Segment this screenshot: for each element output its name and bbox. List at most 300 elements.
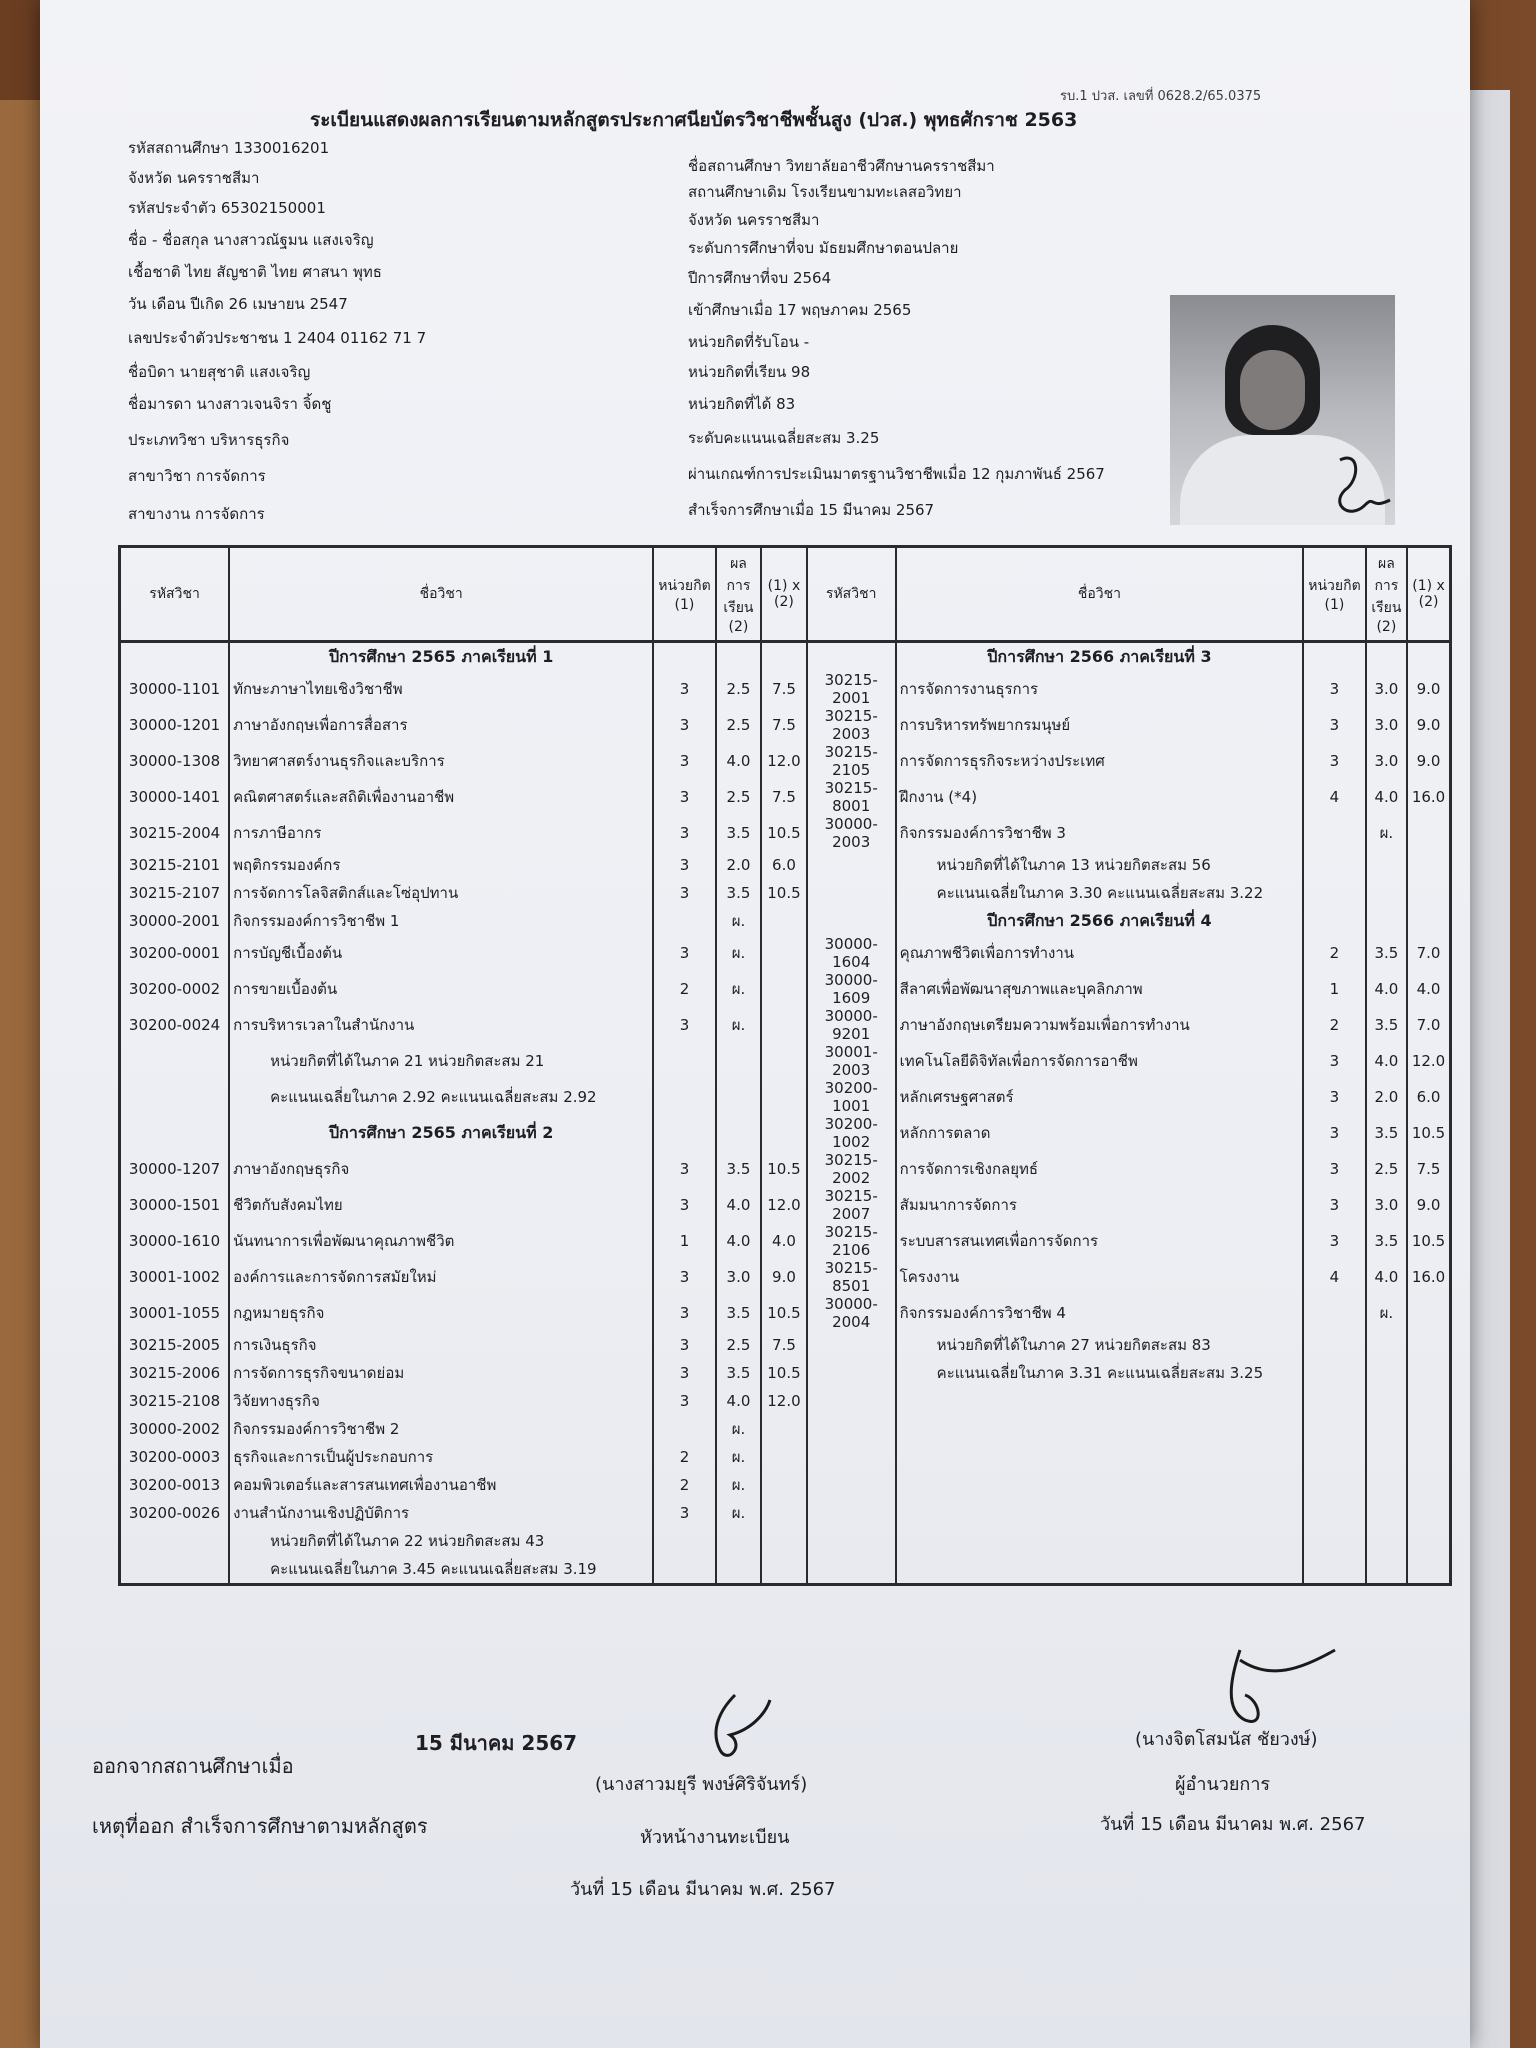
empty-cell [716,1115,762,1151]
director-signature [1210,1640,1340,1740]
info-major: สาขาวิชา การจัดการ [128,467,266,485]
course-credit: 3 [653,879,716,907]
table-row [120,1295,1451,1331]
empty-cell [120,1115,230,1151]
course-name: ภาษาอังกฤษธุรกิจ [229,1151,653,1187]
empty-cell [1303,1499,1366,1527]
empty-cell [1366,1499,1407,1527]
info-earned-credits: หน่วยกิตที่ได้ 83 [688,395,796,413]
empty-cell [896,1527,1304,1555]
header-code-right: รหัสวิชา [807,547,896,642]
course-name: ธุรกิจและการเป็นผู้ประกอบการ [229,1443,653,1471]
course-credit: 2 [653,1471,716,1499]
course-points: 4.0 [1407,971,1450,1007]
course-code: 30200-1002 [807,1115,896,1151]
table-row [120,1043,1451,1079]
course-grade: 3.5 [716,1151,762,1187]
course-points [761,1007,807,1043]
course-code: 30001-2003 [807,1043,896,1079]
course-grade: 2.0 [1366,1079,1407,1115]
empty-cell [1407,851,1450,879]
course-code: 30215-2105 [807,743,896,779]
info-standard-passed-date: ผ่านเกณฑ์การประเมินมาตรฐานวิชาชีพเมื่อ 12 กุมภาพันธ์ 2567 [688,465,1105,483]
course-credit [1303,1295,1366,1331]
course-grade: ผ. [716,1499,762,1527]
course-points: 6.0 [1407,1079,1450,1115]
course-grade: 3.0 [1366,671,1407,707]
empty-cell [807,879,896,907]
empty-cell [896,1443,1304,1471]
course-credit: 3 [1303,1187,1366,1223]
course-credit: 3 [653,815,716,851]
course-name: วิทยาศาสตร์งานธุรกิจและบริการ [229,743,653,779]
empty-cell [1407,1359,1450,1387]
course-code: 30000-1101 [120,671,230,707]
empty-cell [761,1115,807,1151]
course-grade: 3.0 [716,1259,762,1295]
course-points: 10.5 [761,815,807,851]
empty-cell [1303,1527,1366,1555]
empty-cell [653,1527,716,1555]
course-credit: 3 [653,707,716,743]
empty-cell [807,851,896,879]
table-row [120,907,1451,935]
course-grade: ผ. [716,1443,762,1471]
course-grade: 4.0 [1366,971,1407,1007]
info-cumulative-gpa: ระดับคะแนนเฉลี่ยสะสม 3.25 [688,429,880,447]
course-grade: 2.5 [1366,1151,1407,1187]
table-row [120,1499,1451,1527]
table-row [120,1359,1451,1387]
info-birth-date: วัน เดือน ปีเกิด 26 เมษายน 2547 [128,295,348,313]
course-code: 30200-0001 [120,935,230,971]
course-grade: ผ. [1366,1295,1407,1331]
course-points: 7.5 [761,707,807,743]
course-grade: 3.0 [1366,707,1407,743]
leave-reason: เหตุที่ออก สำเร็จการศึกษาตามหลักสูตร [92,1814,428,1838]
course-points: 10.5 [1407,1115,1450,1151]
empty-cell [120,642,230,672]
empty-cell [1407,907,1450,935]
course-grade: 2.5 [716,671,762,707]
header-code-left: รหัสวิชา [120,547,230,642]
empty-cell [1366,642,1407,672]
course-grade: 4.0 [716,1223,762,1259]
registrar-title: หัวหน้างานทะเบียน [640,1827,790,1848]
info-attempted-credits: หน่วยกิตที่เรียน 98 [688,363,811,381]
header-points-right: (1) x (2) [1407,547,1450,642]
empty-cell [807,907,896,935]
course-credit: 3 [1303,1079,1366,1115]
header-points-left: (1) x (2) [761,547,807,642]
table-row [120,1331,1451,1359]
info-province: จังหวัด นครราชสีมา [128,169,260,187]
course-points [761,1443,807,1471]
course-points: 16.0 [1407,779,1450,815]
course-name: งานสำนักงานเชิงปฏิบัติการ [229,1499,653,1527]
course-name: การจัดการเชิงกลยุทธ์ [896,1151,1304,1187]
course-name: หลักเศรษฐศาสตร์ [896,1079,1304,1115]
course-points: 7.5 [761,671,807,707]
course-code: 30200-0002 [120,971,230,1007]
course-points: 10.5 [761,1295,807,1331]
semester-heading: ปีการศึกษา 2565 ภาคเรียนที่ 2 [229,1115,653,1151]
course-name: การจัดการงานธุรการ [896,671,1304,707]
course-grade: 2.5 [716,1331,762,1359]
course-credit: 3 [1303,671,1366,707]
table-row [120,1443,1451,1471]
empty-cell [716,1079,762,1115]
table-row [120,935,1451,971]
course-grade: 3.0 [1366,1187,1407,1223]
semester-heading: ปีการศึกษา 2565 ภาคเรียนที่ 1 [229,642,653,672]
leave-label: ออกจากสถานศึกษาเมื่อ [92,1754,294,1778]
course-code: 30215-2004 [120,815,230,851]
table-row [120,1387,1451,1415]
table-row [120,1415,1451,1443]
table-row [120,779,1451,815]
course-grade: ผ. [716,935,762,971]
info-field: สาขางาน การจัดการ [128,505,265,523]
course-grade: ผ. [716,1471,762,1499]
table-row [120,971,1451,1007]
empty-cell [1407,1499,1450,1527]
course-credit [653,1415,716,1443]
info-completion-date: สำเร็จการศึกษาเมื่อ 15 มีนาคม 2567 [688,501,935,519]
course-credit: 2 [653,971,716,1007]
document-title: ระเบียนแสดงผลการเรียนตามหลักสูตรประกาศนียบัตรวิชาชีพชั้นสูง (ปวส.) พุทธศักราช 2563 [310,109,1078,131]
empty-cell [1366,851,1407,879]
course-code: 30000-2001 [120,907,230,935]
course-code: 30000-2002 [120,1415,230,1443]
semester-summary: หน่วยกิตที่ได้ในภาค 27 หน่วยกิตสะสม 83 [896,1331,1304,1359]
course-grade: 3.0 [1366,743,1407,779]
info-citizen-id: เลขประจำตัวประชาชน 1 2404 01162 71 7 [128,329,427,347]
empty-cell [896,1387,1304,1415]
empty-cell [761,1079,807,1115]
empty-cell [1407,1527,1450,1555]
course-credit: 3 [653,851,716,879]
course-code: 30200-0024 [120,1007,230,1043]
course-points: 10.5 [1407,1223,1450,1259]
course-name: สีลาศเพื่อพัฒนาสุขภาพและบุคลิกภาพ [896,971,1304,1007]
course-code: 30215-2106 [807,1223,896,1259]
director-date: วันที่ 15 เดือน มีนาคม พ.ศ. 2567 [1100,1814,1366,1835]
course-credit: 3 [1303,743,1366,779]
empty-cell [1303,642,1366,672]
course-credit: 3 [653,671,716,707]
empty-cell [1303,851,1366,879]
info-mother-name: ชื่อมารดา นางสาวเจนจิรา จิ้ดชู [128,395,332,413]
course-credit: 3 [1303,1115,1366,1151]
empty-cell [653,642,716,672]
semester-summary: คะแนนเฉลี่ยในภาค 3.31 คะแนนเฉลี่ยสะสม 3.25 [896,1359,1304,1387]
info-enrollment-date: เข้าศึกษาเมื่อ 17 พฤษภาคม 2565 [688,301,912,319]
empty-cell [120,1555,230,1585]
course-code: 30215-8001 [807,779,896,815]
info-previous-province: จังหวัด นครราชสีมา [688,211,820,229]
course-name: พฤติกรรมองค์กร [229,851,653,879]
table-row [120,743,1451,779]
course-points: 12.0 [761,1387,807,1415]
course-grade: 3.5 [716,1359,762,1387]
course-name: เทคโนโลยีดิจิทัลเพื่อการจัดการอาชีพ [896,1043,1304,1079]
course-name: การจัดการโลจิสติกส์และโซ่อุปทาน [229,879,653,907]
course-name: กิจกรรมองค์การวิชาชีพ 3 [896,815,1304,851]
empty-cell [807,1499,896,1527]
course-name: ฝึกงาน (*4) [896,779,1304,815]
course-points: 12.0 [1407,1043,1450,1079]
course-grade: ผ. [1366,815,1407,851]
course-name: ทักษะภาษาไทยเชิงวิชาชีพ [229,671,653,707]
course-code: 30000-1201 [120,707,230,743]
course-grade: ผ. [716,1007,762,1043]
director-title: ผู้อำนวยการ [1175,1774,1271,1795]
registrar-signature [690,1690,780,1770]
empty-cell [1366,1527,1407,1555]
course-points: 7.5 [1407,1151,1450,1187]
info-nationality: เชื้อชาติ ไทย สัญชาติ ไทย ศาสนา พุทธ [128,263,382,281]
empty-cell [1366,1331,1407,1359]
course-points: 10.5 [761,879,807,907]
table-row [120,1079,1451,1115]
empty-cell [716,1043,762,1079]
table-row [120,642,1451,672]
course-grade: 4.0 [716,743,762,779]
course-grade: 4.0 [1366,1259,1407,1295]
empty-cell [1407,1443,1450,1471]
empty-cell [807,1415,896,1443]
info-institution-code: รหัสสถานศึกษา 1330016201 [128,139,330,157]
header-name-left: ชื่อวิชา [229,547,653,642]
course-name: กิจกรรมองค์การวิชาชีพ 1 [229,907,653,935]
course-name: ชีวิตกับสังคมไทย [229,1187,653,1223]
table-header-row [120,547,1451,642]
empty-cell [1303,907,1366,935]
course-code: 30001-1055 [120,1295,230,1331]
reference-number: รบ.1 ปวส. เลขที่ 0628.2/65.0375 [1060,89,1262,104]
course-code: 30215-2107 [120,879,230,907]
empty-cell [807,1359,896,1387]
course-name: คณิตศาสตร์และสถิติเพื่องานอาชีพ [229,779,653,815]
empty-cell [807,1443,896,1471]
course-grade: 4.0 [1366,779,1407,815]
course-points: 7.5 [761,779,807,815]
course-code: 30000-1207 [120,1151,230,1187]
course-name: หลักการตลาด [896,1115,1304,1151]
course-credit: 3 [653,1151,716,1187]
course-grade: 2.5 [716,779,762,815]
course-code: 30000-1604 [807,935,896,971]
course-credit: 1 [653,1223,716,1259]
course-name: ภาษาอังกฤษเตรียมความพร้อมเพื่อการทำงาน [896,1007,1304,1043]
empty-cell [653,1079,716,1115]
course-credit: 3 [653,1259,716,1295]
course-credit: 3 [1303,707,1366,743]
course-grade: 3.5 [716,879,762,907]
table-row [120,1259,1451,1295]
course-points [761,971,807,1007]
empty-cell [1407,1387,1450,1415]
empty-cell [120,1079,230,1115]
course-name: กิจกรรมองค์การวิชาชีพ 2 [229,1415,653,1443]
empty-cell [716,642,762,672]
course-credit: 3 [1303,1151,1366,1187]
table-row [120,707,1451,743]
table-row [120,1151,1451,1187]
course-credit: 3 [653,1187,716,1223]
semester-heading: ปีการศึกษา 2566 ภาคเรียนที่ 4 [896,907,1304,935]
course-points [1407,1295,1450,1331]
course-grade: 4.0 [716,1187,762,1223]
empty-cell [761,1043,807,1079]
info-institution-name: ชื่อสถานศึกษา วิทยาลัยอาชีวศึกษานครราชสีมา [688,157,995,175]
empty-cell [1303,1471,1366,1499]
course-credit: 3 [1303,1223,1366,1259]
course-grade: 2.0 [716,851,762,879]
empty-cell [653,1115,716,1151]
empty-cell [1407,1415,1450,1443]
course-name: องค์การและการจัดการสมัยใหม่ [229,1259,653,1295]
course-name: วิจัยทางธุรกิจ [229,1387,653,1415]
empty-cell [761,1555,807,1585]
grades-table [118,545,1452,1586]
course-points: 9.0 [1407,1187,1450,1223]
empty-cell [1303,1555,1366,1585]
course-grade: 3.5 [716,1295,762,1331]
course-credit: 3 [653,1499,716,1527]
course-code: 30215-2003 [807,707,896,743]
empty-cell [1407,642,1450,672]
semester-summary: หน่วยกิตที่ได้ในภาค 13 หน่วยกิตสะสม 56 [896,851,1304,879]
course-credit: 3 [653,743,716,779]
course-credit [653,907,716,935]
course-name: การบริหารทรัพยากรมนุษย์ [896,707,1304,743]
course-credit: 3 [653,779,716,815]
empty-cell [896,1555,1304,1585]
course-code: 30000-1609 [807,971,896,1007]
course-points: 7.0 [1407,1007,1450,1043]
course-points [761,907,807,935]
course-credit: 3 [653,1359,716,1387]
header-grade-left: ผลการเรียน (2) [716,547,762,642]
info-previous-level: ระดับการศึกษาที่จบ มัธยมศึกษาตอนปลาย [688,239,959,257]
course-name: การขายเบื้องต้น [229,971,653,1007]
header-credit-right: หน่วยกิต (1) [1303,547,1366,642]
course-points: 10.5 [761,1151,807,1187]
course-name: นันทนาการเพื่อพัฒนาคุณภาพชีวิต [229,1223,653,1259]
course-points: 9.0 [1407,671,1450,707]
course-credit: 3 [1303,1043,1366,1079]
table-row [120,1187,1451,1223]
info-full-name: ชื่อ - ชื่อสกุล นางสาวณัฐมน แสงเจริญ [128,231,374,249]
course-code: 30215-2001 [807,671,896,707]
empty-cell [120,1043,230,1079]
table-row [120,1115,1451,1151]
leave-date: 15 มีนาคม 2567 [415,1731,578,1755]
course-code: 30200-1001 [807,1079,896,1115]
course-grade: 4.0 [1366,1043,1407,1079]
course-points [761,1499,807,1527]
empty-cell [1303,1415,1366,1443]
course-name: คอมพิวเตอร์และสารสนเทศเพื่องานอาชีพ [229,1471,653,1499]
course-code: 30200-0003 [120,1443,230,1471]
empty-cell [1303,879,1366,907]
course-code: 30000-1308 [120,743,230,779]
empty-cell [1407,1331,1450,1359]
table-row [120,1007,1451,1043]
course-name: สัมมนาการจัดการ [896,1187,1304,1223]
registrar-name: (นางสาวมยุรี พงษ์ศิริจันทร์) [595,1774,808,1795]
course-points [1407,815,1450,851]
course-credit: 2 [1303,1007,1366,1043]
course-code: 30215-2101 [120,851,230,879]
info-program-type: ประเภทวิชา บริหารธุรกิจ [128,431,290,449]
course-name: กฎหมายธุรกิจ [229,1295,653,1331]
header-credit-left: หน่วยกิต (1) [653,547,716,642]
course-credit [1303,815,1366,851]
course-code: 30000-9201 [807,1007,896,1043]
course-credit: 2 [1303,935,1366,971]
course-credit: 3 [653,1331,716,1359]
empty-cell [1407,1555,1450,1585]
course-credit: 4 [1303,779,1366,815]
empty-cell [653,1043,716,1079]
course-credit: 2 [653,1443,716,1471]
course-grade: 2.5 [716,707,762,743]
semester-summary: หน่วยกิตที่ได้ในภาค 21 หน่วยกิตสะสม 21 [229,1043,653,1079]
empty-cell [120,1527,230,1555]
table-row [120,879,1451,907]
course-code: 30000-1610 [120,1223,230,1259]
empty-cell [1366,1443,1407,1471]
course-points: 4.0 [761,1223,807,1259]
course-grade: 3.5 [716,815,762,851]
course-name: กิจกรรมองค์การวิชาชีพ 4 [896,1295,1304,1331]
course-code: 30215-2007 [807,1187,896,1223]
empty-cell [1303,1387,1366,1415]
table-row [120,1223,1451,1259]
course-grade: 4.0 [716,1387,762,1415]
course-points: 12.0 [761,1187,807,1223]
info-previous-school: สถานศึกษาเดิม โรงเรียนขามทะเลสอวิทยา [688,183,962,201]
course-grade: 3.5 [1366,1007,1407,1043]
course-name: ระบบสารสนเทศเพื่อการจัดการ [896,1223,1304,1259]
empty-cell [896,1499,1304,1527]
course-credit: 1 [1303,971,1366,1007]
semester-summary: คะแนนเฉลี่ยในภาค 3.30 คะแนนเฉลี่ยสะสม 3.22 [896,879,1304,907]
course-grade: 3.5 [1366,935,1407,971]
empty-cell [1366,1415,1407,1443]
empty-cell [1407,879,1450,907]
empty-cell [1366,1387,1407,1415]
course-credit: 4 [1303,1259,1366,1295]
semester-summary: หน่วยกิตที่ได้ในภาค 22 หน่วยกิตสะสม 43 [229,1527,653,1555]
empty-cell [716,1527,762,1555]
course-code: 30215-2108 [120,1387,230,1415]
table-row [120,815,1451,851]
empty-cell [807,1555,896,1585]
photo-signature [1320,450,1400,530]
course-code: 30215-8501 [807,1259,896,1295]
empty-cell [653,1555,716,1585]
table-row [120,851,1451,879]
empty-cell [896,1471,1304,1499]
course-points: 6.0 [761,851,807,879]
course-code: 30000-2003 [807,815,896,851]
course-points: 16.0 [1407,1259,1450,1295]
course-grade: 3.5 [1366,1223,1407,1259]
